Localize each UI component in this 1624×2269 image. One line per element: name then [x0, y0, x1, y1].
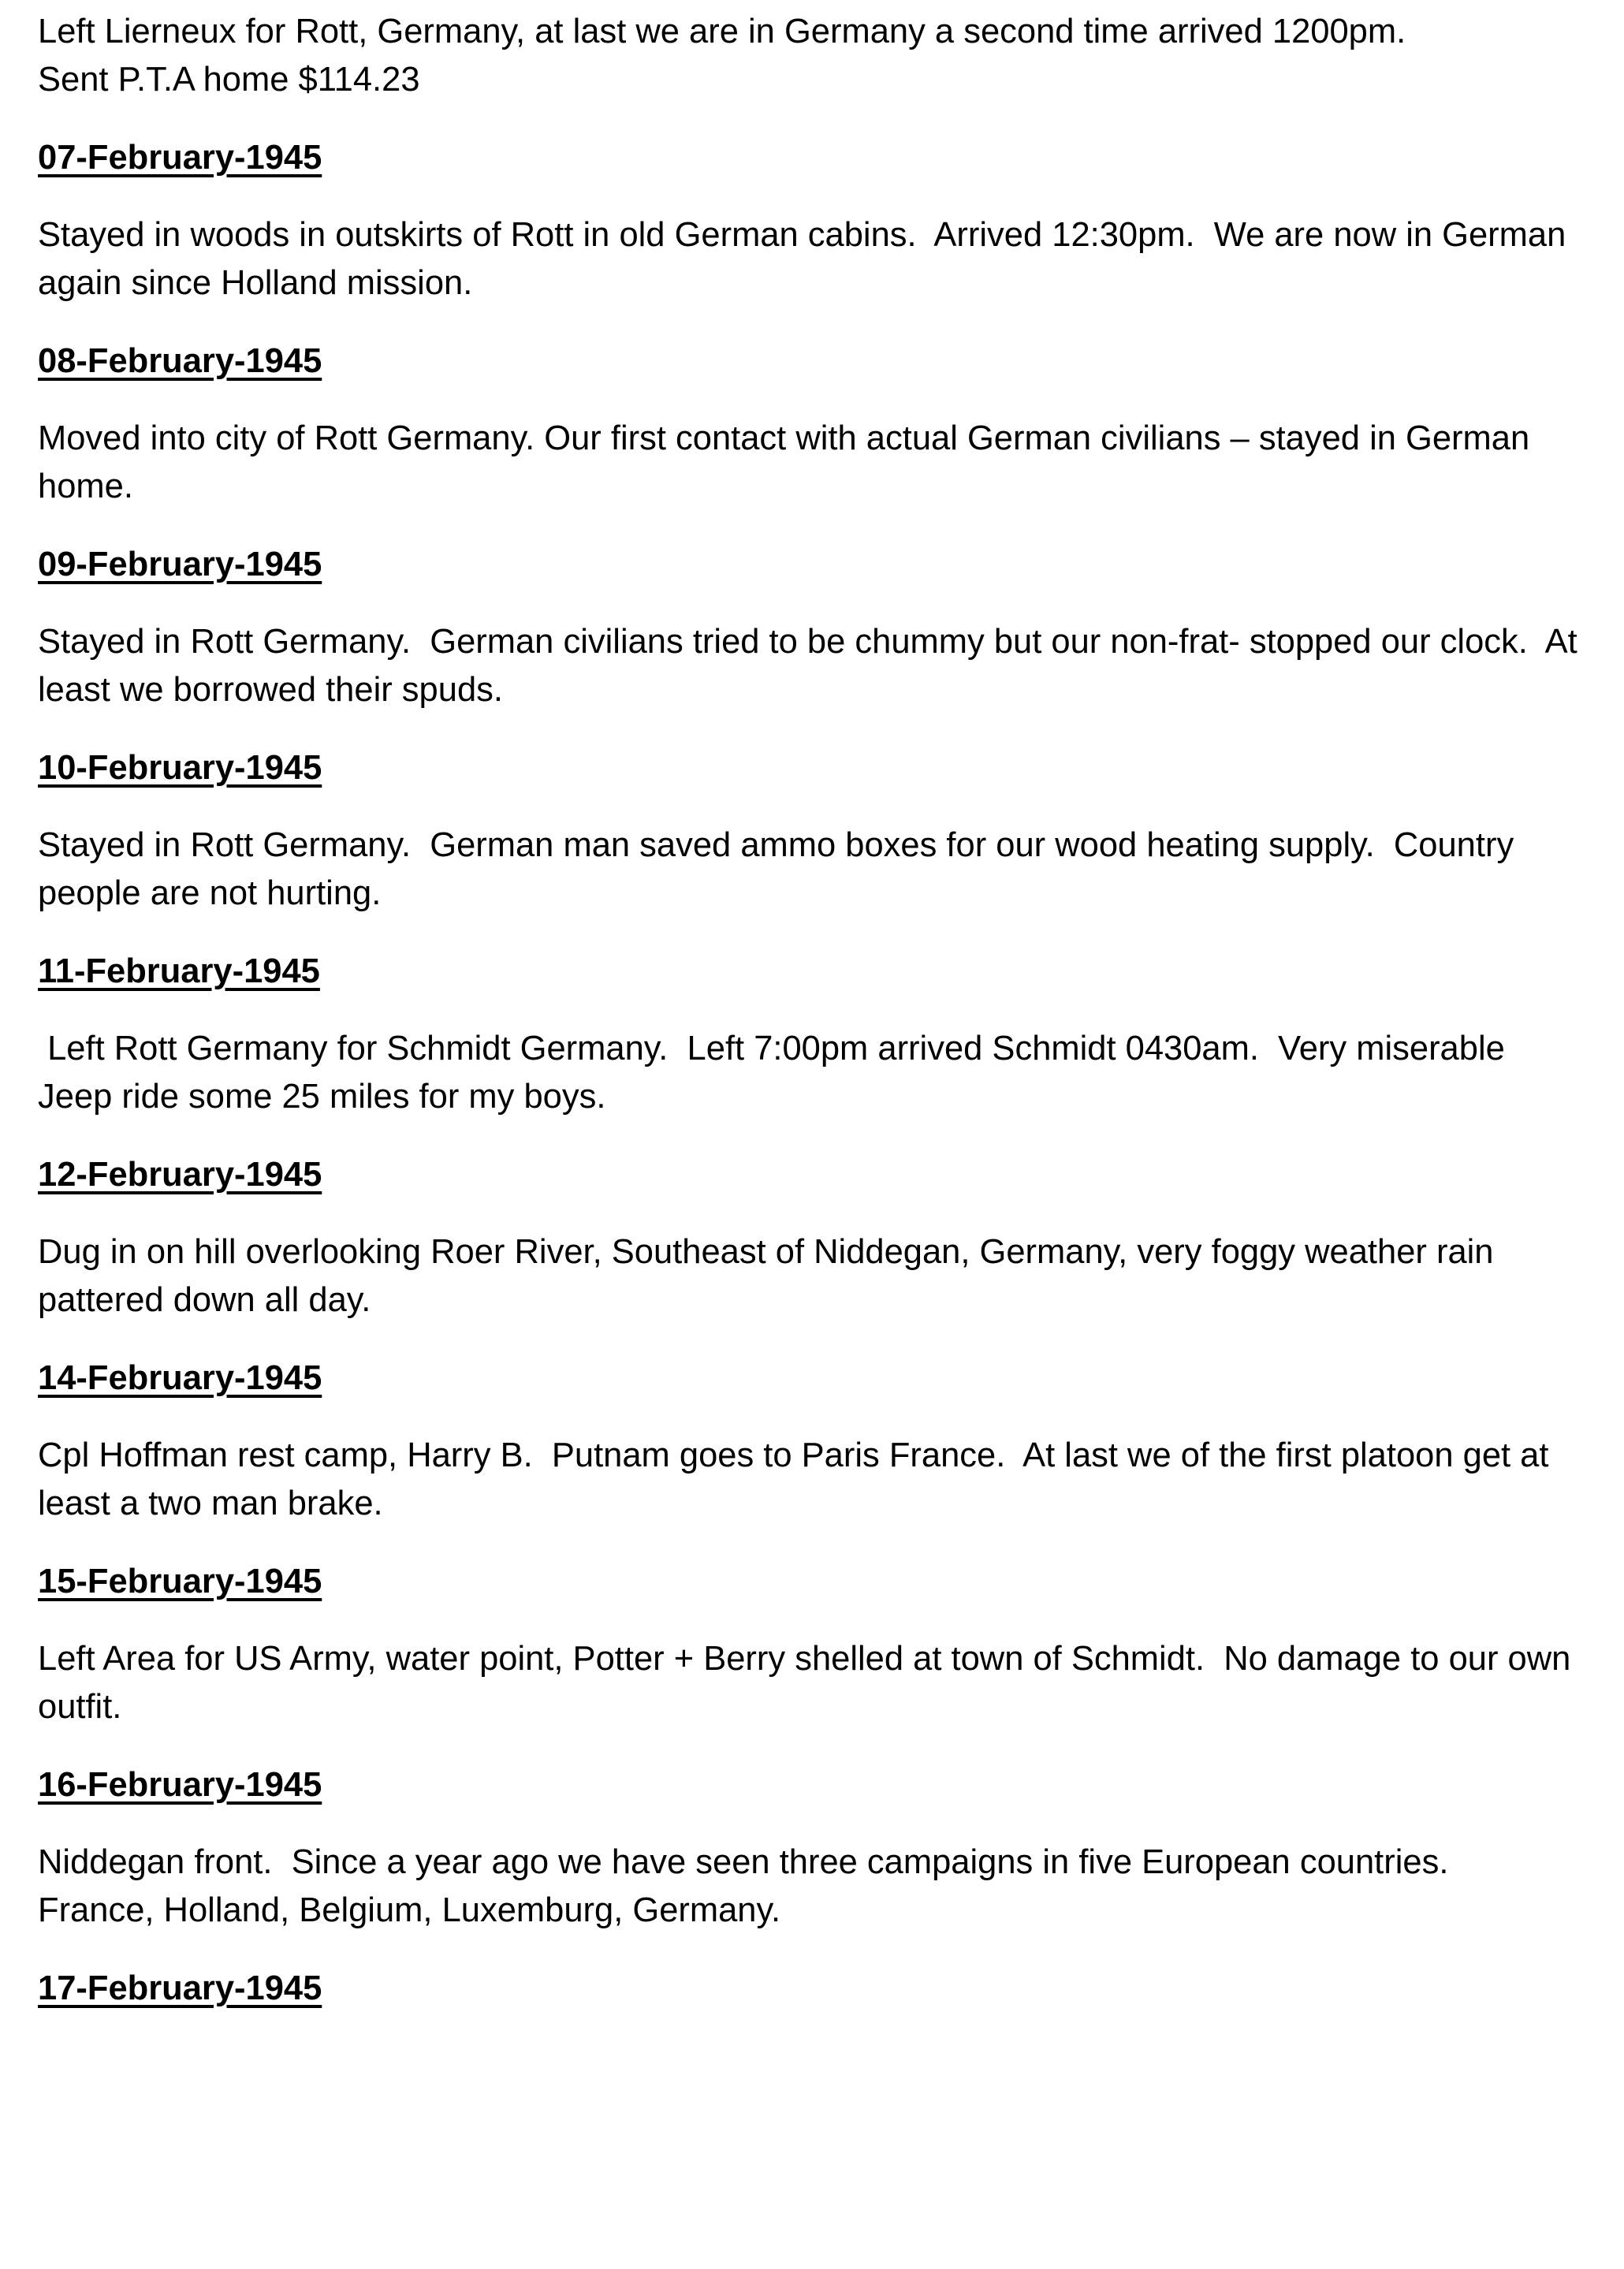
- diary-entry-07-feb: [38, 134, 1583, 307]
- entry-date: 09-February-1945: [38, 546, 322, 583]
- entry-date: 08-February-1945: [38, 342, 322, 380]
- diary-entry-15-feb: [38, 1558, 1583, 1731]
- entry-text: Dug in on hill overlooking Roer River, Southeast of Niddegan, Germany, very foggy weather rain pattered down all day.: [38, 1233, 1503, 1319]
- diary-entry-09-feb: [38, 541, 1587, 714]
- entry-text: Niddegan front. Since a year ago we have seen three campaigns in five European countries. France, Holland, Belgium, Luxemburg, Germany.: [38, 1843, 1468, 1929]
- entry-text: Left Rott Germany for Schmidt Germany. Left 7:00pm arrived Schmidt 0430am. Very miserable Jeep ride some 25 miles for my boys.: [38, 1030, 1514, 1116]
- entry-date: 11-February-1945: [38, 952, 320, 990]
- entry-text: Left Area for US Army, water point, Potter + Berry shelled at town of Schmidt. No damage to our own outfit.: [38, 1640, 1581, 1726]
- diary-entry-08-feb: [38, 337, 1583, 511]
- diary-entry-16-feb: [38, 1761, 1583, 1935]
- diary-entry-11-feb: [38, 948, 1583, 1121]
- entry-date: 14-February-1945: [38, 1359, 322, 1397]
- entry-date: 16-February-1945: [38, 1766, 322, 1804]
- diary-entry-17-feb: [38, 1965, 1583, 2012]
- entry-date: 17-February-1945: [38, 1969, 322, 2007]
- entry-text: Moved into city of Rott Germany. Our first contact with actual German civilians – stayed in German home.: [38, 419, 1540, 505]
- entry-text: Stayed in Rott Germany. German man saved ammo boxes for our wood heating supply. Country people are not hurting.: [38, 826, 1524, 912]
- entry-date: 15-February-1945: [38, 1563, 322, 1600]
- entry-text: Stayed in woods in outskirts of Rott in old German cabins. Arrived 12:30pm. We are now in German again since Holland mission.: [38, 216, 1576, 302]
- diary-entry-10-feb: [38, 744, 1583, 918]
- entry-date: 12-February-1945: [38, 1156, 322, 1194]
- entry-text: Cpl Hoffman rest camp, Harry B. Putnam goes to Paris France. At last we of the first platoon get at least a two man brake.: [38, 1436, 1559, 1522]
- entry-date: 07-February-1945: [38, 139, 322, 177]
- diary-entry-14-feb: [38, 1354, 1583, 1528]
- diary-entry-12-feb: [38, 1151, 1583, 1325]
- diary-page: [38, 0, 1587, 2012]
- entry-text: Stayed in Rott Germany. German civilians tried to be chummy but our non-frat- stopped our clock. At least we borrowed their spuds.: [38, 623, 1587, 709]
- intro-paragraph: Left Lierneux for Rott, Germany, at last we are in Germany a second time arrived 1200pm. Sent P.T.A home $114.23: [38, 13, 1406, 99]
- entry-date: 10-February-1945: [38, 749, 322, 787]
